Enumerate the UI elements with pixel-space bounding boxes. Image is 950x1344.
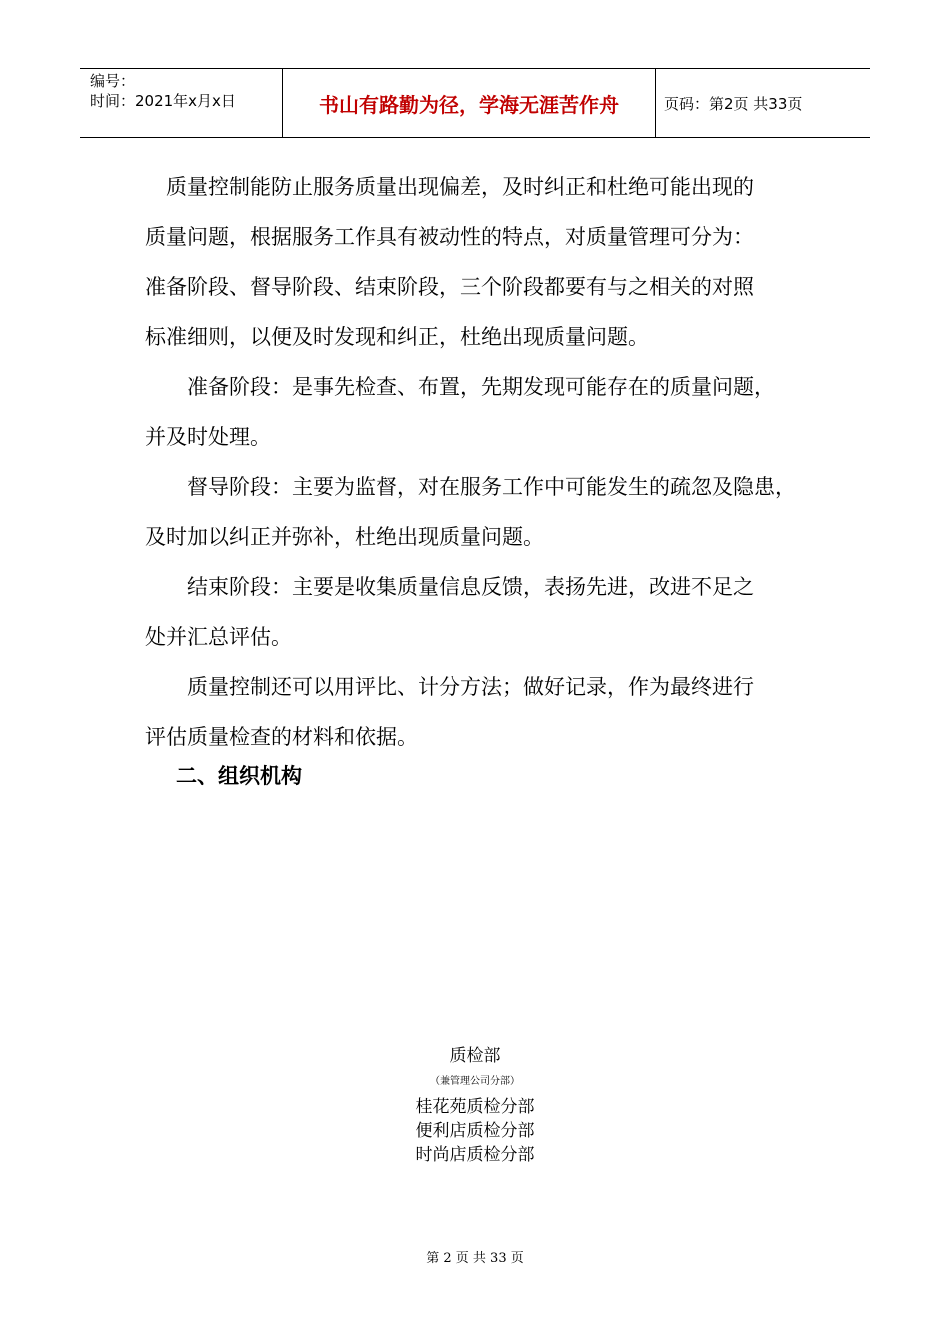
header-page-info: 页码：第2页 共33页 — [664, 94, 803, 113]
header-motto: 书山有路勤为径，学海无涯苦作舟 — [282, 69, 656, 137]
text-line: 并及时处理。 — [145, 425, 271, 449]
org-root — [0, 1044, 950, 1068]
text-line: 结束阶段：主要是收集质量信息反馈，表扬先进，改进不足之 — [145, 575, 754, 599]
text-line: 处并汇总评估。 — [145, 625, 292, 649]
number-label: 编号： — [90, 72, 136, 90]
text-line: 及时加以纠正并弥补，杜绝出现质量问题。 — [145, 525, 544, 549]
paragraph-evaluation — [145, 662, 805, 762]
org-root-label: 质检部 — [449, 1046, 501, 1066]
section-heading: 二、组织机构 — [176, 764, 302, 788]
text-line: 质量问题，根据服务工作具有被动性的特点，对质量管理可分为： — [145, 225, 754, 249]
text-line: 质量控制能防止服务质量出现偏差，及时纠正和杜绝可能出现的 — [145, 175, 754, 199]
time-label: 时间：2021年x月x日 — [90, 92, 236, 110]
org-branch: 桂花苑质检分部 — [415, 1097, 535, 1117]
page-footer: 第 2 页 共 33 页 — [426, 1251, 524, 1266]
org-root-note — [0, 1070, 950, 1094]
text-line: 标准细则，以便及时发现和纠正，杜绝出现质量问题。 — [145, 325, 649, 349]
text-line: 准备阶段、督导阶段、结束阶段，三个阶段都要有与之相关的对照 — [145, 275, 754, 299]
text-line: 质量控制还可以用评比、计分方法；做好记录，作为最终进行 — [145, 675, 754, 699]
paragraph-supervision — [145, 462, 805, 562]
org-branches — [0, 1095, 950, 1167]
page-header — [80, 68, 870, 138]
text-line: 评估质量检查的材料和依据。 — [145, 725, 418, 749]
text-line: 准备阶段：是事先检查、布置，先期发现可能存在的质量问题， — [145, 375, 775, 399]
org-root-note-label: （兼管理公司分部） — [430, 1076, 520, 1087]
paragraph-preparation — [145, 362, 805, 462]
paragraph-conclusion — [145, 562, 805, 662]
paragraph-intro — [145, 162, 805, 362]
header-meta — [80, 69, 282, 137]
org-branch: 便利店质检分部 — [415, 1121, 535, 1141]
body-text — [145, 162, 805, 762]
text-line: 督导阶段：主要为监督，对在服务工作中可能发生的疏忽及隐患， — [145, 475, 796, 499]
org-branch: 时尚店质检分部 — [415, 1145, 535, 1165]
